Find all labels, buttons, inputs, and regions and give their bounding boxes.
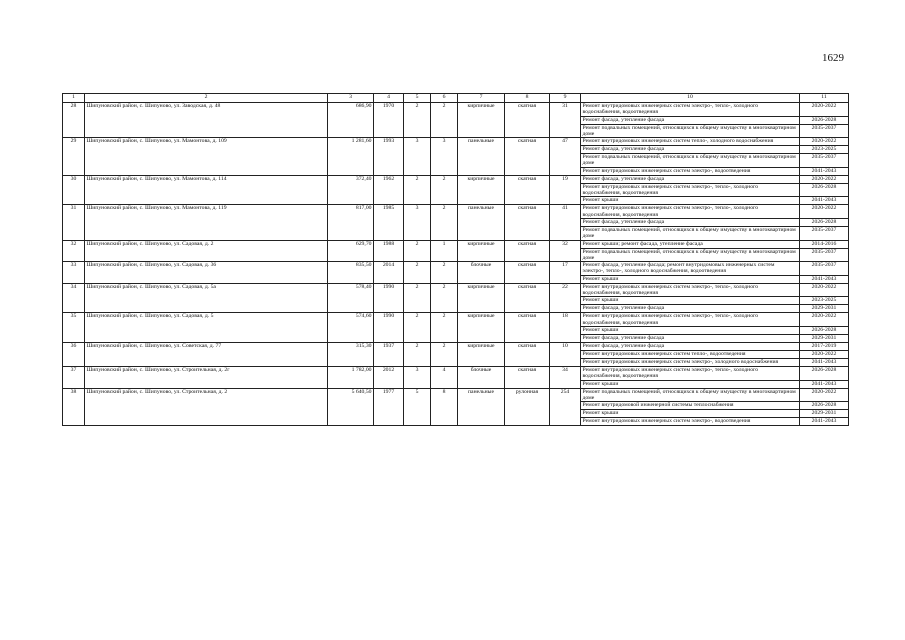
floors-cell: 3 <box>404 205 431 240</box>
year-cell: 1977 <box>374 388 404 426</box>
table-row <box>63 240 849 248</box>
walls-cell: блочные <box>458 366 505 388</box>
roof-cell: скатная <box>505 138 550 176</box>
walls-cell: кирпичные <box>458 175 505 205</box>
period-cell: 2020-2022 <box>800 388 849 402</box>
floors-cell: 2 <box>404 283 431 313</box>
roof-cell: скатная <box>505 366 550 388</box>
housing-register-table <box>62 93 849 426</box>
row-number: 33 <box>63 262 85 284</box>
work-type-cell: Ремонт подвальных помещений, относящихся к общему имуществу в многоквартирном доме <box>581 124 800 138</box>
floors-cell: 5 <box>404 388 431 426</box>
column-number: 3 <box>328 94 374 103</box>
area-cell: 629,70 <box>328 240 374 262</box>
period-cell: 2026-2028 <box>800 183 849 197</box>
area-cell: 5 640,50 <box>328 388 374 426</box>
entrances-cell: 2 <box>431 342 458 366</box>
row-number: 29 <box>63 138 85 176</box>
area-cell: 835,50 <box>328 262 374 284</box>
work-type-cell: Ремонт крыши <box>581 297 800 305</box>
entrances-cell: 2 <box>431 205 458 240</box>
entrances-cell: 2 <box>431 262 458 284</box>
work-type-cell: Ремонт внутридомовых инженерных систем тепло-, водоотведения <box>581 350 800 358</box>
work-type-cell: Ремонт внутридомовых инженерных систем тепло-, холодного водоснабжения <box>581 138 800 146</box>
address-cell: Шипуновский район, с. Шипуново, ул. Мамонтова, д. 119 <box>85 205 328 240</box>
walls-cell: кирпичные <box>458 313 505 343</box>
roof-cell: скатная <box>505 205 550 240</box>
column-number: 7 <box>458 94 505 103</box>
work-type-cell: Ремонт крыши <box>581 275 800 283</box>
column-number: 8 <box>505 94 550 103</box>
roof-cell: скатная <box>505 103 550 138</box>
roof-cell: рулонная <box>505 388 550 426</box>
area-cell: 574,60 <box>328 313 374 343</box>
period-cell: 2026-2028 <box>800 116 849 124</box>
year-cell: 1970 <box>374 103 404 138</box>
row-number: 30 <box>63 175 85 205</box>
work-type-cell: Ремонт фасада, утепление фасада <box>581 175 800 183</box>
period-cell: 2029-2031 <box>800 334 849 342</box>
area-cell: 315,30 <box>328 342 374 366</box>
work-type-cell: Ремонт подвальных помещений, относящихся к общему имуществу в многоквартирном доме <box>581 154 800 168</box>
period-cell: 2020-2022 <box>800 205 849 219</box>
period-cell: 2020-2022 <box>800 313 849 327</box>
walls-cell: панельные <box>458 205 505 240</box>
table-row <box>63 138 849 146</box>
floors-cell: 3 <box>404 366 431 388</box>
work-type-cell: Ремонт фасада, утепление фасада <box>581 146 800 154</box>
table-row <box>63 205 849 219</box>
address-cell: Шипуновский район, с. Шипуново, ул. Мамонтова, д. 109 <box>85 138 328 176</box>
entrances-cell: 2 <box>431 103 458 138</box>
period-cell: 2020-2022 <box>800 283 849 297</box>
entrances-cell: 3 <box>431 138 458 176</box>
page-number: 1629 <box>822 52 844 64</box>
roof-cell: скатная <box>505 283 550 313</box>
address-cell: Шипуновский район, с. Шипуново, ул. Советская, д. 77 <box>85 342 328 366</box>
address-cell: Шипуновский район, с. Шипуново, ул. Садовая, д. 36 <box>85 262 328 284</box>
floors-cell: 2 <box>404 103 431 138</box>
period-cell: 2020-2022 <box>800 175 849 183</box>
table-row <box>63 175 849 183</box>
residents-cell: 10 <box>550 342 581 366</box>
area-cell: 1 782,00 <box>328 366 374 388</box>
work-type-cell: Ремонт крыши <box>581 380 800 388</box>
period-cell: 2041-2043 <box>800 275 849 283</box>
year-cell: 1990 <box>374 283 404 313</box>
period-cell: 2035-2037 <box>800 226 849 240</box>
work-type-cell: Ремонт подвальных помещений, относящихся к общему имуществу в многоквартирном доме <box>581 248 800 262</box>
residents-cell: 32 <box>550 240 581 262</box>
row-number: 35 <box>63 313 85 343</box>
period-cell: 2041-2043 <box>800 167 849 175</box>
column-number: 10 <box>581 94 800 103</box>
column-number: 11 <box>800 94 849 103</box>
period-cell: 2029-2031 <box>800 410 849 418</box>
period-cell: 2035-2037 <box>800 124 849 138</box>
residents-cell: 47 <box>550 138 581 176</box>
work-type-cell: Ремонт фасада, утепление фасада; ремонт внутридомовых инженерных систем электро-, тепло-, холодного водоснабжения, водоотведения <box>581 262 800 276</box>
residents-cell: 17 <box>550 262 581 284</box>
floors-cell: 2 <box>404 262 431 284</box>
table-row <box>63 388 849 402</box>
walls-cell: кирпичные <box>458 103 505 138</box>
walls-cell: панельные <box>458 388 505 426</box>
work-type-cell: Ремонт внутридомовых инженерных систем электро-, тепло-, холодного водоснабжения, водоотведения <box>581 283 800 297</box>
floors-cell: 2 <box>404 175 431 205</box>
residents-cell: 18 <box>550 313 581 343</box>
residents-cell: 19 <box>550 175 581 205</box>
residents-cell: 254 <box>550 388 581 426</box>
period-cell: 2020-2022 <box>800 350 849 358</box>
area-cell: 817,00 <box>328 205 374 240</box>
entrances-cell: 1 <box>431 240 458 262</box>
floors-cell: 2 <box>404 313 431 343</box>
work-type-cell: Ремонт фасада, утепление фасада <box>581 116 800 124</box>
entrances-cell: 2 <box>431 283 458 313</box>
period-cell: 2035-2037 <box>800 262 849 276</box>
residents-cell: 31 <box>550 103 581 138</box>
floors-cell: 3 <box>404 138 431 176</box>
period-cell: 2041-2043 <box>800 197 849 205</box>
walls-cell: кирпичные <box>458 240 505 262</box>
year-cell: 2012 <box>374 366 404 388</box>
row-number: 28 <box>63 103 85 138</box>
year-cell: 1937 <box>374 342 404 366</box>
period-cell: 2020-2022 <box>800 138 849 146</box>
work-type-cell: Ремонт крыши <box>581 410 800 418</box>
walls-cell: кирпичные <box>458 283 505 313</box>
row-number: 36 <box>63 342 85 366</box>
address-cell: Шипуновский район, с. Шипуново, ул. Садовая, д. 5а <box>85 283 328 313</box>
column-number: 6 <box>431 94 458 103</box>
work-type-cell: Ремонт внутридомовых инженерных систем электро-, тепло-, холодного водоснабжения, водоотведения <box>581 313 800 327</box>
area-cell: 372,40 <box>328 175 374 205</box>
area-cell: 578,40 <box>328 283 374 313</box>
period-cell: 2026-2028 <box>800 218 849 226</box>
roof-cell: скатная <box>505 240 550 262</box>
work-type-cell: Ремонт внутридомовых инженерных систем электро-, тепло-, холодного водоснабжения, водоотведения <box>581 205 800 219</box>
period-cell: 2041-2043 <box>800 418 849 426</box>
area-cell: 686,90 <box>328 103 374 138</box>
address-cell: Шипуновский район, с. Шипуново, ул. Садовая, д. 2 <box>85 240 328 262</box>
address-cell: Шипуновский район, с. Шипуново, ул. Строительная, д. 2г <box>85 366 328 388</box>
address-cell: Шипуновский район, с. Шипуново, ул. Мамонтова, д. 114 <box>85 175 328 205</box>
period-cell: 2014-2016 <box>800 240 849 248</box>
work-type-cell: Ремонт фасада, утепление фасада <box>581 305 800 313</box>
work-type-cell: Ремонт подвальных помещений, относящихся к общему имуществу в многоквартирном доме <box>581 388 800 402</box>
work-type-cell: Ремонт внутридомовых инженерных систем электро-, водоотведения <box>581 167 800 175</box>
work-type-cell: Ремонт крыши <box>581 326 800 334</box>
walls-cell: панельные <box>458 138 505 176</box>
table-row <box>63 262 849 276</box>
work-type-cell: Ремонт внутридомовых инженерных систем электро-, тепло-, холодного водоснабжения, водоотведения <box>581 366 800 380</box>
period-cell: 2020-2022 <box>800 103 849 117</box>
year-cell: 1988 <box>374 240 404 262</box>
work-type-cell: Ремонт внутридомовых инженерных систем электро-, тепло-, холодного водоснабжения, водоотведения <box>581 103 800 117</box>
column-number: 4 <box>374 94 404 103</box>
period-cell: 2023-2025 <box>800 146 849 154</box>
work-type-cell: Ремонт крыши; ремонт фасада, утепление фасада <box>581 240 800 248</box>
floors-cell: 2 <box>404 240 431 262</box>
work-type-cell: Ремонт фасада, утепление фасада <box>581 334 800 342</box>
entrances-cell: 2 <box>431 175 458 205</box>
year-cell: 2014 <box>374 262 404 284</box>
roof-cell: скатная <box>505 175 550 205</box>
roof-cell: скатная <box>505 313 550 343</box>
work-type-cell: Ремонт подвальных помещений, относящихся к общему имуществу в многоквартирном доме <box>581 226 800 240</box>
period-cell: 2035-2037 <box>800 248 849 262</box>
year-cell: 1985 <box>374 205 404 240</box>
period-cell: 2035-2037 <box>800 154 849 168</box>
row-number: 34 <box>63 283 85 313</box>
row-number: 32 <box>63 240 85 262</box>
column-number: 2 <box>85 94 328 103</box>
residents-cell: 41 <box>550 205 581 240</box>
column-number-row <box>63 94 849 103</box>
row-number: 37 <box>63 366 85 388</box>
table-row <box>63 313 849 327</box>
work-type-cell: Ремонт внутридомовых инженерных систем электро-, водоотведения <box>581 418 800 426</box>
column-number: 1 <box>63 94 85 103</box>
period-cell: 2026-2028 <box>800 402 849 410</box>
row-number: 38 <box>63 388 85 426</box>
work-type-cell: Ремонт внутридомовых инженерных систем электро-, холодного водоснабжения <box>581 358 800 366</box>
work-type-cell: Ремонт внутридомовых инженерных систем электро-, тепло-, холодного водоснабжения, водоотведения <box>581 183 800 197</box>
table-row <box>63 342 849 350</box>
row-number: 31 <box>63 205 85 240</box>
entrances-cell: 4 <box>431 366 458 388</box>
work-type-cell: Ремонт фасада, утепление фасада <box>581 342 800 350</box>
roof-cell: скатная <box>505 262 550 284</box>
roof-cell: скатная <box>505 342 550 366</box>
work-type-cell: Ремонт фасада, утепление фасада <box>581 218 800 226</box>
period-cell: 2041-2043 <box>800 358 849 366</box>
address-cell: Шипуновский район, с. Шипуново, ул. Садовая, д. 5 <box>85 313 328 343</box>
work-type-cell: Ремонт внутридомовой инженерной системы теплоснабжения <box>581 402 800 410</box>
entrances-cell: 8 <box>431 388 458 426</box>
table-row <box>63 366 849 380</box>
period-cell: 2026-2028 <box>800 326 849 334</box>
residents-cell: 34 <box>550 366 581 388</box>
year-cell: 1990 <box>374 313 404 343</box>
walls-cell: кирпичные <box>458 342 505 366</box>
work-type-cell: Ремонт крыши <box>581 197 800 205</box>
table-row <box>63 283 849 297</box>
period-cell: 2026-2028 <box>800 366 849 380</box>
period-cell: 2023-2025 <box>800 297 849 305</box>
floors-cell: 2 <box>404 342 431 366</box>
year-cell: 1993 <box>374 138 404 176</box>
column-number: 9 <box>550 94 581 103</box>
period-cell: 2017-2019 <box>800 342 849 350</box>
table-row <box>63 103 849 117</box>
column-number: 5 <box>404 94 431 103</box>
residents-cell: 22 <box>550 283 581 313</box>
walls-cell: блочные <box>458 262 505 284</box>
address-cell: Шипуновский район, с. Шипуново, ул. Строительная, д. 2 <box>85 388 328 426</box>
period-cell: 2029-2031 <box>800 305 849 313</box>
area-cell: 1 281,60 <box>328 138 374 176</box>
entrances-cell: 2 <box>431 313 458 343</box>
address-cell: Шипуновский район, с. Шипуново, ул. Заводская, д. 48 <box>85 103 328 138</box>
year-cell: 1962 <box>374 175 404 205</box>
period-cell: 2041-2043 <box>800 380 849 388</box>
